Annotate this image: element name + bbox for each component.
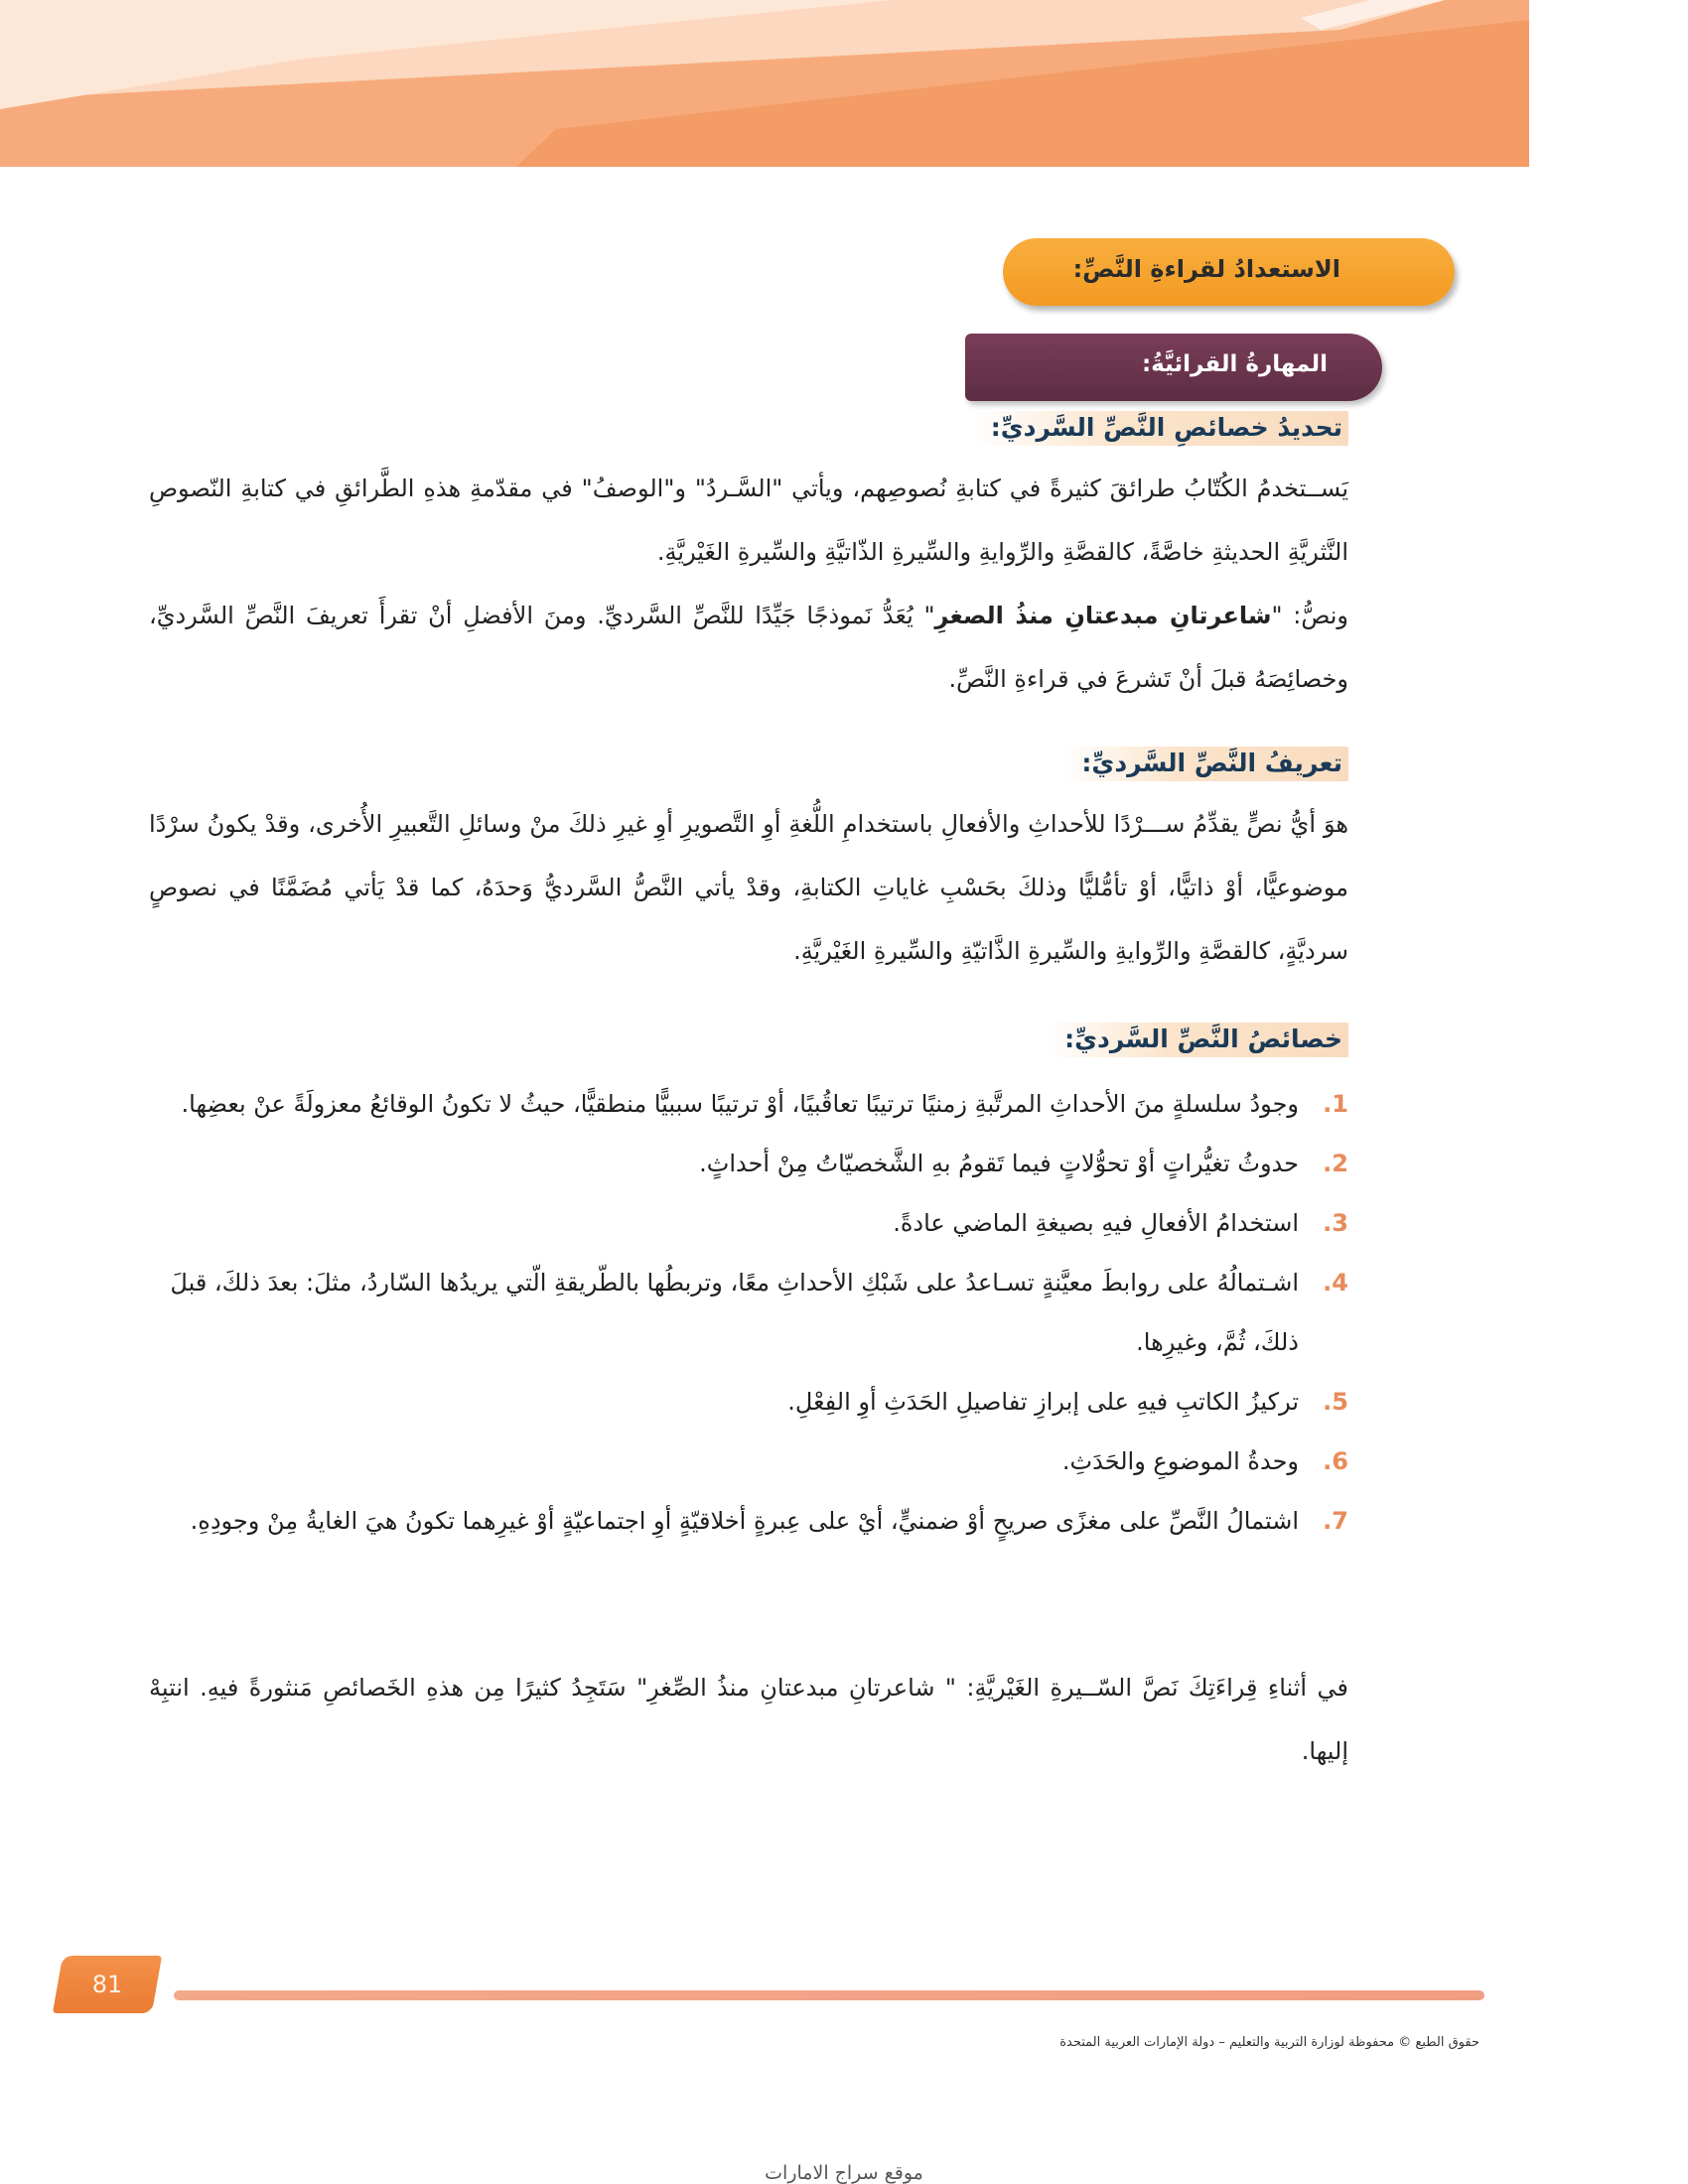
list-item: 5. تركيزُ الكاتبِ فيهِ على إبرازِ تفاصيلِ الحَدَثِ أوِ الفِعْلِ. [787, 1388, 1348, 1416]
page-number-badge [53, 1956, 162, 2013]
features-list [149, 1074, 1348, 1551]
section-tab-label: المهارةُ القرائيَّةُ: [1141, 351, 1328, 377]
list-item: 3. استخدامُ الأفعالِ فيهِ بصيغةِ الماضي عادةً. [893, 1209, 1348, 1237]
footer-divider [174, 1990, 1484, 2000]
heading-features: خصائصُ النَّصِّ السَّرديِّ: [1047, 1024, 1348, 1053]
section-pill-label: الاستعدادُ لقراءةِ النَّصِّ: [1072, 255, 1340, 283]
heading-definition: تعريفُ النَّصِّ السَّرديِّ: [1063, 749, 1348, 777]
list-item: 1. وجودُ سلسلةٍ منَ الأحداثِ المرتَّبةِ زمنيًا ترتيبًا تعاقُبيًا، أوْ ترتيبًا سببيًّا منطقيًّا، حيثُ لا تكونُ الوقائعُ معزولَةً عنْ بعضِها. [181, 1090, 1348, 1118]
list-item: 6. وحدةُ الموضوعِ والحَدَثِ. [1061, 1447, 1348, 1475]
closing-paragraph: في أثناءِ قِراءَتِكَ نَصَّ السّــيرةِ الغَيْريَّةِ: " شاعرتانِ مبدعتانِ منذُ الصِّغرِ" سَتَجِدُ كثيرًا مِن هذهِ الخَصائصِ مَنثورةً فيهِ. انتبِهْ إليها. [149, 1674, 1348, 1765]
intro-paragraph: يَســتخدمُ الكُتّابُ طرائقَ كثيرةً في كتابةِ نُصوصِهم، ويأتي "السَّـردُ" و"الوصفُ" في مقدّمةِ هذهِ الطَّرائقِ في كتابةِ النّصوصِ النَّثريَّةِ الحديثةِ خاصَّةً، كالقصَّةِ والرِّوايةِ والسِّيرةِ الذّاتيَّةِ والسِّيرةِ الغَيْريَّةِ. ونصُّ: "شاعرتانِ مبدعتانِ منذُ الصغرِ" يُعَدُّ نَموذجًا جَيِّدًا للنَّصِّ السَّرديِّ. ومنَ الأفضلِ أنْ تقرأَ تعريفَ النَّصِّ السَّرديِّ، وخصائِصَهُ قبلَ أنْ تَشرعَ في قراءةِ النَّصِّ. [149, 475, 1348, 693]
text-title-bold: شاعرتانِ مبدعتانِ منذُ الصغرِ [934, 602, 1272, 629]
site-caption: موقع سراج الامارات [765, 2162, 923, 2184]
header-banner [0, 0, 1529, 167]
list-item: 4. اشـتمالُهُ على روابطَ معيَّنةٍ تسـاعدُ على شَبْكِ الأحداثِ معًا، وتربطُها بالطّريقةِ الّتي يريدُها السّاردُ، مثلَ: بعدَ ذلكَ، قبلَ ذلكَ، ثُمَّ، وغيرِها. [170, 1269, 1348, 1356]
section-pill-preparation [1003, 238, 1455, 306]
section-tab-reading-skill [965, 334, 1382, 401]
list-item: 2. حدوثُ تغيُّراتٍ أوْ تحوُّلاتٍ فيما تَقومُ بهِ الشَّخصيّاتُ مِنْ أحداثٍ. [699, 1150, 1348, 1177]
heading-identify-features: تحديدُ خصائصِ النَّصِّ السَّرديِّ: [973, 413, 1348, 442]
definition-paragraph: هوَ أيُّ نصٍّ يقدِّمُ ســـرْدًا للأحداثِ والأفعالِ باستخدامِ اللُّغةِ أوِ التَّصويرِ أوِ غيرِ ذلكَ منْ وسائلِ التَّعبيرِ الأُخرى، وقدْ يكونُ سرْدًا موضوعيًّا، أوْ ذاتيًّا، أوْ تأمُّليًّا وذلكَ بحَسْبِ غاياتِ الكتابةِ، وقدْ يأتي النَّصُّ السَّرديُّ وَحدَهُ، كما قدْ يَأتي مُضَمَّنًا في نصوصٍ سرديَّةٍ، كالقصَّةِ والرِّوايةِ والسِّيرةِ الذَّاتيّةِ والسِّيرةِ الغَيْريَّةِ. [149, 810, 1348, 965]
copyright-text: حقوق الطبع © محفوظة لوزارة التربية والتعليم – دولة الإمارات العربية المتحدة [1059, 2035, 1479, 2050]
page-number: 81 [91, 1971, 123, 1998]
list-item: 7. اشتمالُ النَّصِّ على مغزًى صريحٍ أوْ ضمنيٍّ، أيْ على عِبرةٍ أخلاقيّةٍ أوِ اجتماعيّةٍ أوْ غيرِهما تكونُ هيَ الغايةُ مِنْ وجودِهِ. [190, 1507, 1348, 1535]
